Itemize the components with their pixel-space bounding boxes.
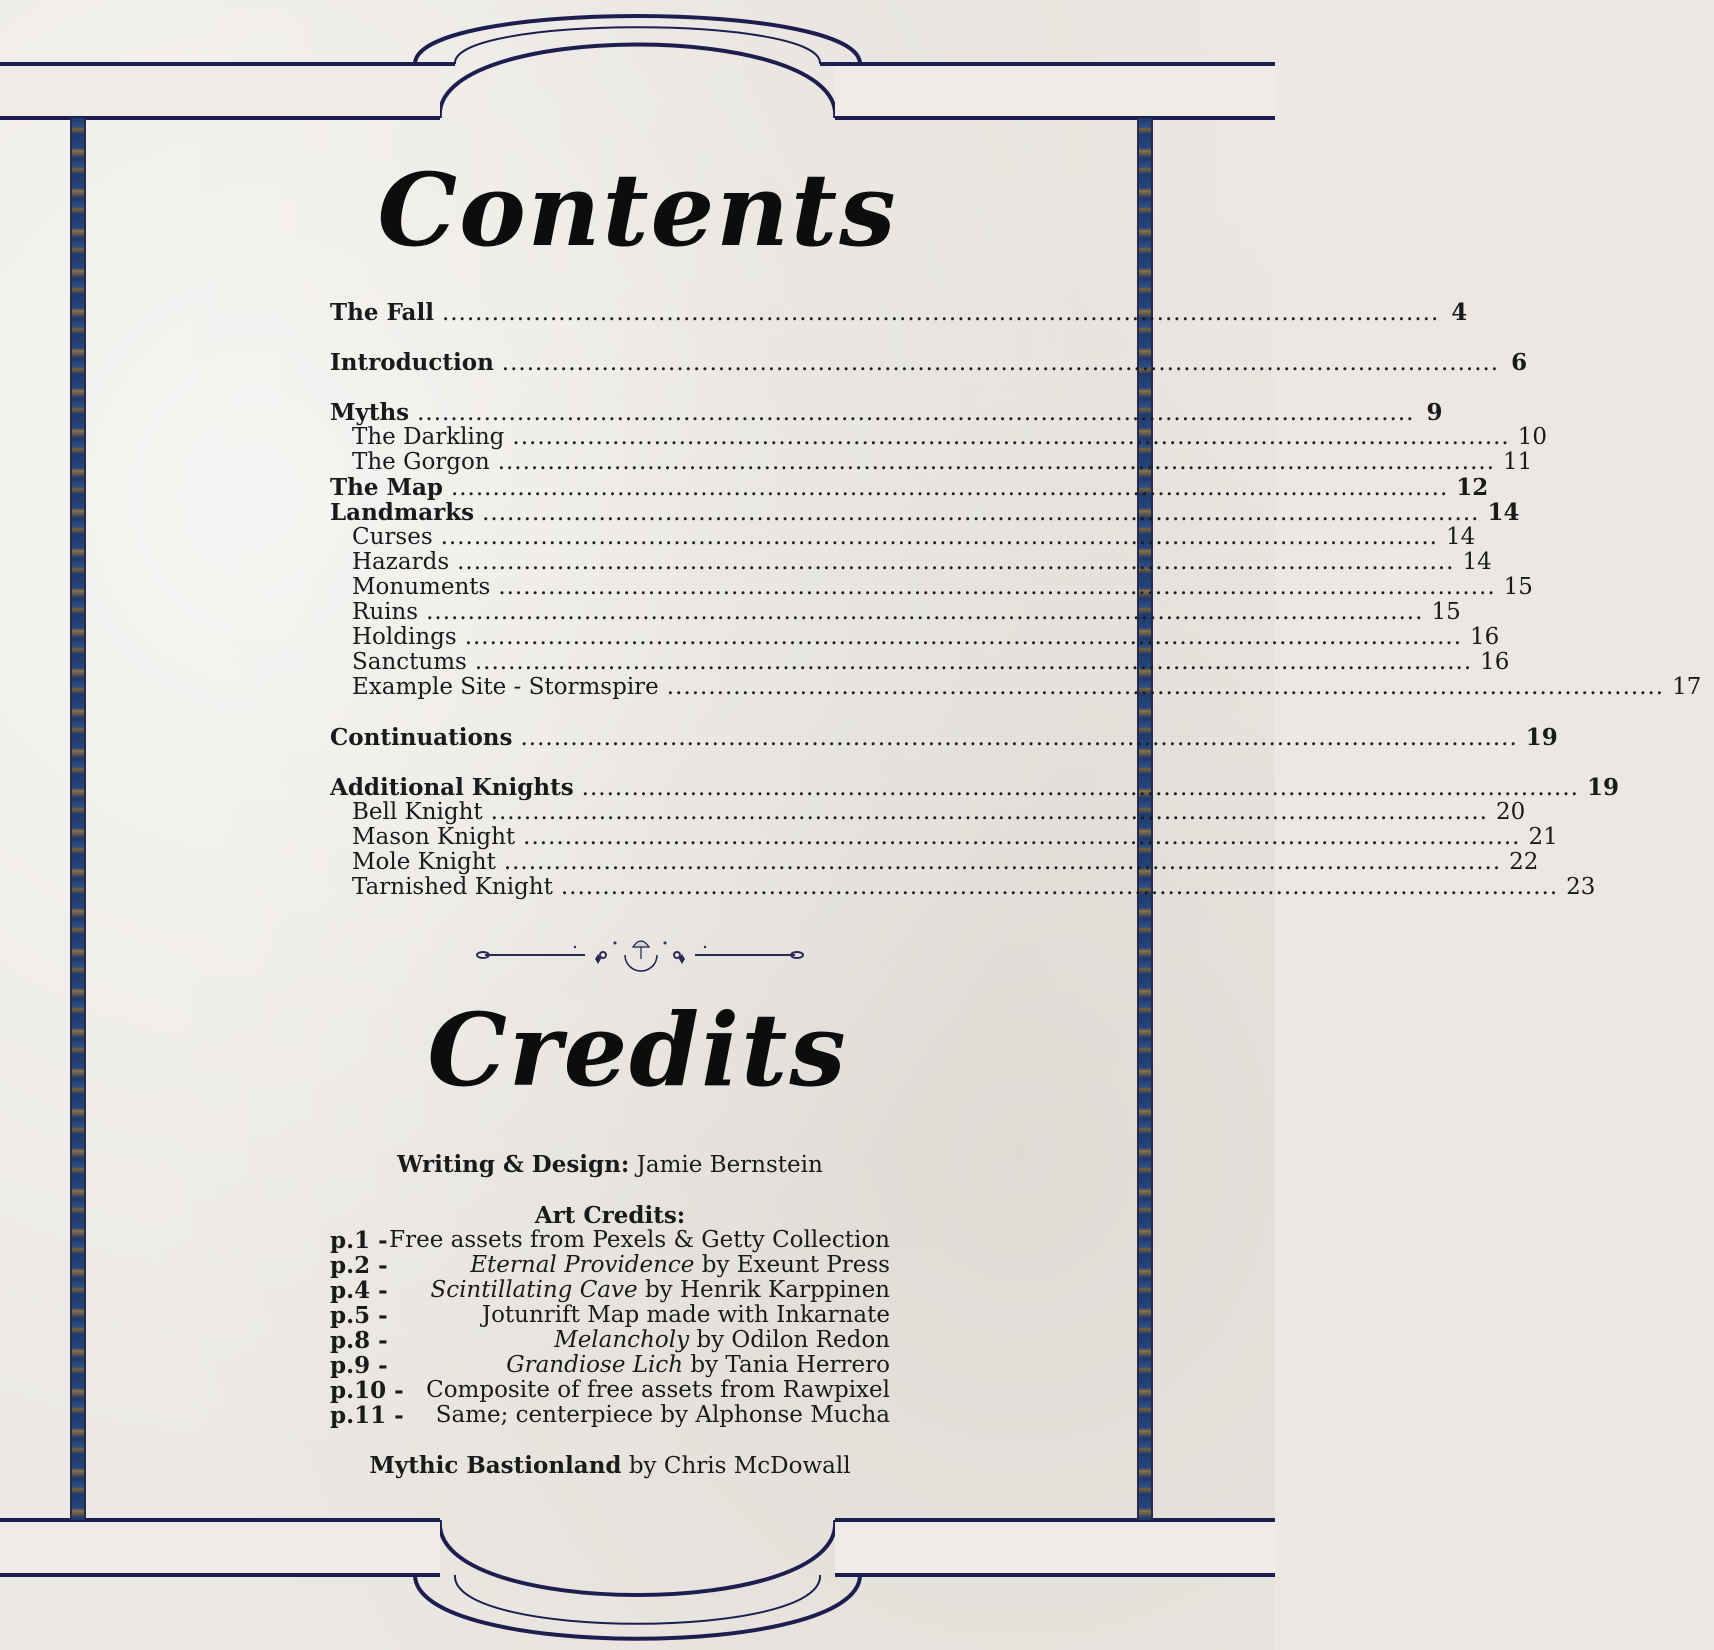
toc-entry-monuments[interactable]: Monuments ........................................................................................................................ 15 — [352, 574, 1533, 600]
leader-dots: ........................................................................................................................ — [457, 549, 1455, 575]
leader-dots: ........................................................................................................................ — [464, 624, 1463, 650]
game-title: Mythic Bastionland — [369, 1452, 622, 1479]
toc-entry-myths[interactable]: Myths ........................................................................................................................ 9 — [330, 399, 1443, 426]
left-ornamental-border — [70, 118, 86, 1520]
credits-block — [330, 1152, 890, 1479]
toc-entry-landmarks[interactable]: Landmarks ........................................................................................................................ 14 — [330, 499, 1520, 526]
leader-dots: ........................................................................................................................ — [474, 649, 1473, 675]
leader-dots: ........................................................................................................................ — [520, 725, 1518, 751]
art-credit-row: p.9 - Grandiose Lich by Tania Herrero — [330, 1352, 890, 1379]
toc-entry-curses[interactable]: Curses ........................................................................................................................ 14 — [352, 524, 1476, 550]
toc-entry-the-darkling[interactable]: The Darkling ........................................................................................................................ 10 — [352, 424, 1548, 450]
moon-divider-ornament — [475, 925, 805, 985]
leader-dots: ........................................................................................................................ — [581, 775, 1579, 801]
leader-dots: ........................................................................................................................ — [482, 500, 1480, 526]
art-credit-row: p.11 - Same; centerpiece by Alphonse Mucha — [330, 1402, 890, 1429]
game-author: by Chris McDowall — [621, 1453, 851, 1479]
leader-dots: ........................................................................................................................ — [498, 574, 1496, 600]
toc-entry-bell-knight[interactable]: Bell Knight ........................................................................................................................ 20 — [352, 799, 1526, 825]
leader-dots: ........................................................................................................................ — [560, 874, 1559, 900]
art-credit-row: p.2 - Eternal Providence by Exeunt Press — [330, 1252, 890, 1279]
leader-dots: ........................................................................................................................ — [512, 424, 1510, 450]
art-credit-row: p.1 - Free assets from Pexels & Getty Collection — [330, 1227, 890, 1254]
leader-dots: ........................................................................................................................ — [440, 524, 1438, 550]
writing-label: Writing & Design: — [397, 1151, 630, 1178]
art-credits-title: Art Credits: — [534, 1202, 686, 1229]
art-credit-row: p.5 - Jotunrift Map made with Inkarnate — [330, 1302, 890, 1329]
toc-entry-the-fall[interactable]: The Fall ........................................................................................................................ 4 — [330, 299, 1468, 326]
toc-entry-example-site[interactable]: Example Site - Stormspire ........................................................................................................................ 17 — [352, 674, 1702, 700]
toc-entry-hazards[interactable]: Hazards ........................................................................................................................ 14 — [352, 549, 1492, 575]
leader-dots: ........................................................................................................................ — [497, 449, 1496, 475]
leader-dots: ........................................................................................................................ — [523, 824, 1521, 850]
writing-credit — [330, 1152, 890, 1178]
toc-entry-ruins[interactable]: Ruins ........................................................................................................................ 15 — [352, 599, 1461, 625]
toc-entry-mason-knight[interactable]: Mason Knight ........................................................................................................................ 21 — [352, 824, 1558, 850]
toc-entry-sanctums[interactable]: Sanctums ........................................................................................................................ 16 — [352, 649, 1510, 675]
toc-entry-the-map[interactable]: The Map ........................................................................................................................ 12 — [330, 474, 1489, 501]
writing-name: Jamie Bernstein — [636, 1152, 823, 1178]
toc-entry-additional-knights[interactable]: Additional Knights ........................................................................................................................ 19 — [330, 774, 1619, 801]
leader-dots: ........................................................................................................................ — [417, 400, 1415, 426]
toc-entry-continuations[interactable]: Continuations ........................................................................................................................ 19 — [330, 724, 1558, 751]
art-credit-row: p.4 - Scintillating Cave by Henrik Karppinen — [330, 1277, 890, 1304]
toc-entry-introduction[interactable]: Introduction ........................................................................................................................ 6 — [330, 349, 1528, 376]
art-credit-row: p.8 - Melancholy by Odilon Redon — [330, 1327, 890, 1354]
toc-entry-tarnished-knight[interactable]: Tarnished Knight ........................................................................................................................ 23 — [352, 874, 1596, 900]
toc-entry-mole-knight[interactable]: Mole Knight ........................................................................................................................ 22 — [352, 849, 1539, 875]
leader-dots: ........................................................................................................................ — [426, 599, 1424, 625]
credits-title: Credits — [427, 991, 848, 1109]
leader-dots: ........................................................................................................................ — [666, 674, 1665, 700]
leader-dots: ........................................................................................................................ — [450, 475, 1449, 501]
contents-title: Contents — [377, 151, 898, 269]
leader-dots: ........................................................................................................................ — [441, 300, 1440, 326]
leader-dots: ........................................................................................................................ — [501, 350, 1500, 376]
leader-dots: ........................................................................................................................ — [503, 849, 1502, 875]
art-credit-row: p.10 - Composite of free assets from Rawpixel — [330, 1377, 890, 1404]
game-credit — [330, 1453, 890, 1479]
leader-dots: ........................................................................................................................ — [490, 799, 1488, 825]
table-of-contents — [330, 299, 1702, 900]
toc-entry-holdings[interactable]: Holdings ........................................................................................................................ 16 — [352, 624, 1500, 650]
toc-entry-the-gorgon[interactable]: The Gorgon ........................................................................................................................ 11 — [352, 449, 1533, 475]
